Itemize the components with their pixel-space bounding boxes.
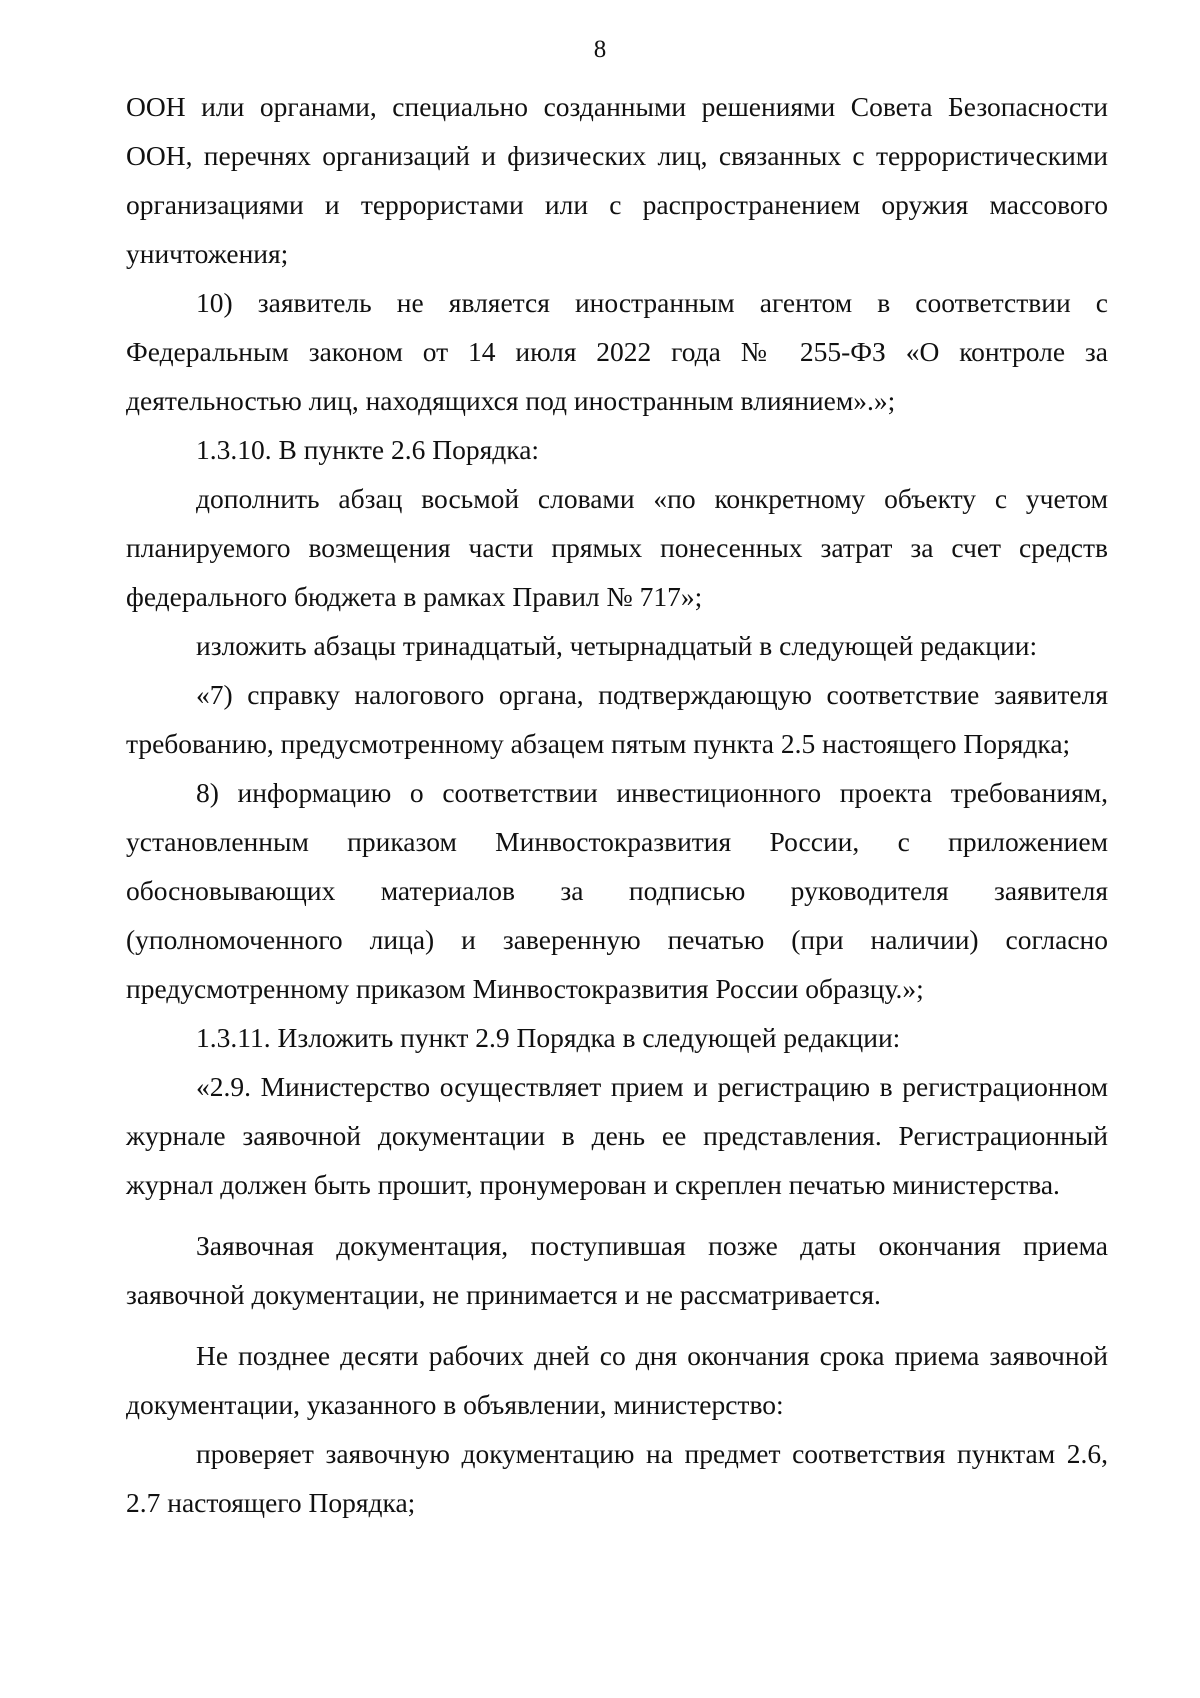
paragraph: Заявочная документация, поступившая позже даты окончания приема заявочной документации, не принимается и не рассматривается. xyxy=(126,1230,1108,1310)
paragraph: 1.3.11. Изложить пункт 2.9 Порядка в следующей редакции: xyxy=(196,1022,901,1053)
paragraph: Не позднее десяти рабочих дней со дня окончания срока приема заявочной документации, указанного в объявлении, министерство: xyxy=(126,1340,1108,1420)
document-body xyxy=(126,82,1108,1527)
paragraph: «7) справку налогового органа, подтверждающую соответствие заявителя требованию, предусмотренному абзацем пятым пункта 2.5 настоящего Порядка; xyxy=(126,679,1108,759)
paragraph: изложить абзацы тринадцатый, четырнадцатый в следующей редакции: xyxy=(196,630,1038,661)
paragraph: 10) заявитель не является иностранным агентом в соответствии с Федеральным законом от 14 июля 2022 года № 255-ФЗ «О контроле за деятельностью лиц, находящихся под иностранным влиянием».»; xyxy=(126,287,1108,416)
page-number: 8 xyxy=(593,36,607,63)
paragraph: ООН или органами, специально созданными решениями Совета Безопасности ООН, перечнях организаций и физических лиц, связанных с террористическими организациями и террористами или с распространением оружия массового уничтожения; xyxy=(126,91,1108,269)
paragraph: 1.3.10. В пункте 2.6 Порядка: xyxy=(196,434,540,465)
paragraph: проверяет заявочную документацию на предмет соответствия пунктам 2.6, 2.7 настоящего Порядка; xyxy=(126,1438,1108,1518)
paragraph: 8) информацию о соответствии инвестиционного проекта требованиям, установленным приказом Минвостокразвития России, с приложением обосновывающих материалов за подписью руководителя заявителя (уполномоченного лица) и заверенную печатью (при наличии) согласно предусмотренному приказом Минвостокразвития России образцу.»; xyxy=(126,777,1108,1004)
paragraph: дополнить абзац восьмой словами «по конкретному объекту с учетом планируемого возмещения части прямых понесенных затрат за счет средств федерального бюджета в рамках Правил № 717»; xyxy=(126,483,1108,612)
paragraph: «2.9. Министерство осуществляет прием и регистрацию в регистрационном журнале заявочной документации в день ее представления. Регистрационный журнал должен быть прошит, пронумерован и скреплен печатью министерства. xyxy=(126,1071,1108,1200)
